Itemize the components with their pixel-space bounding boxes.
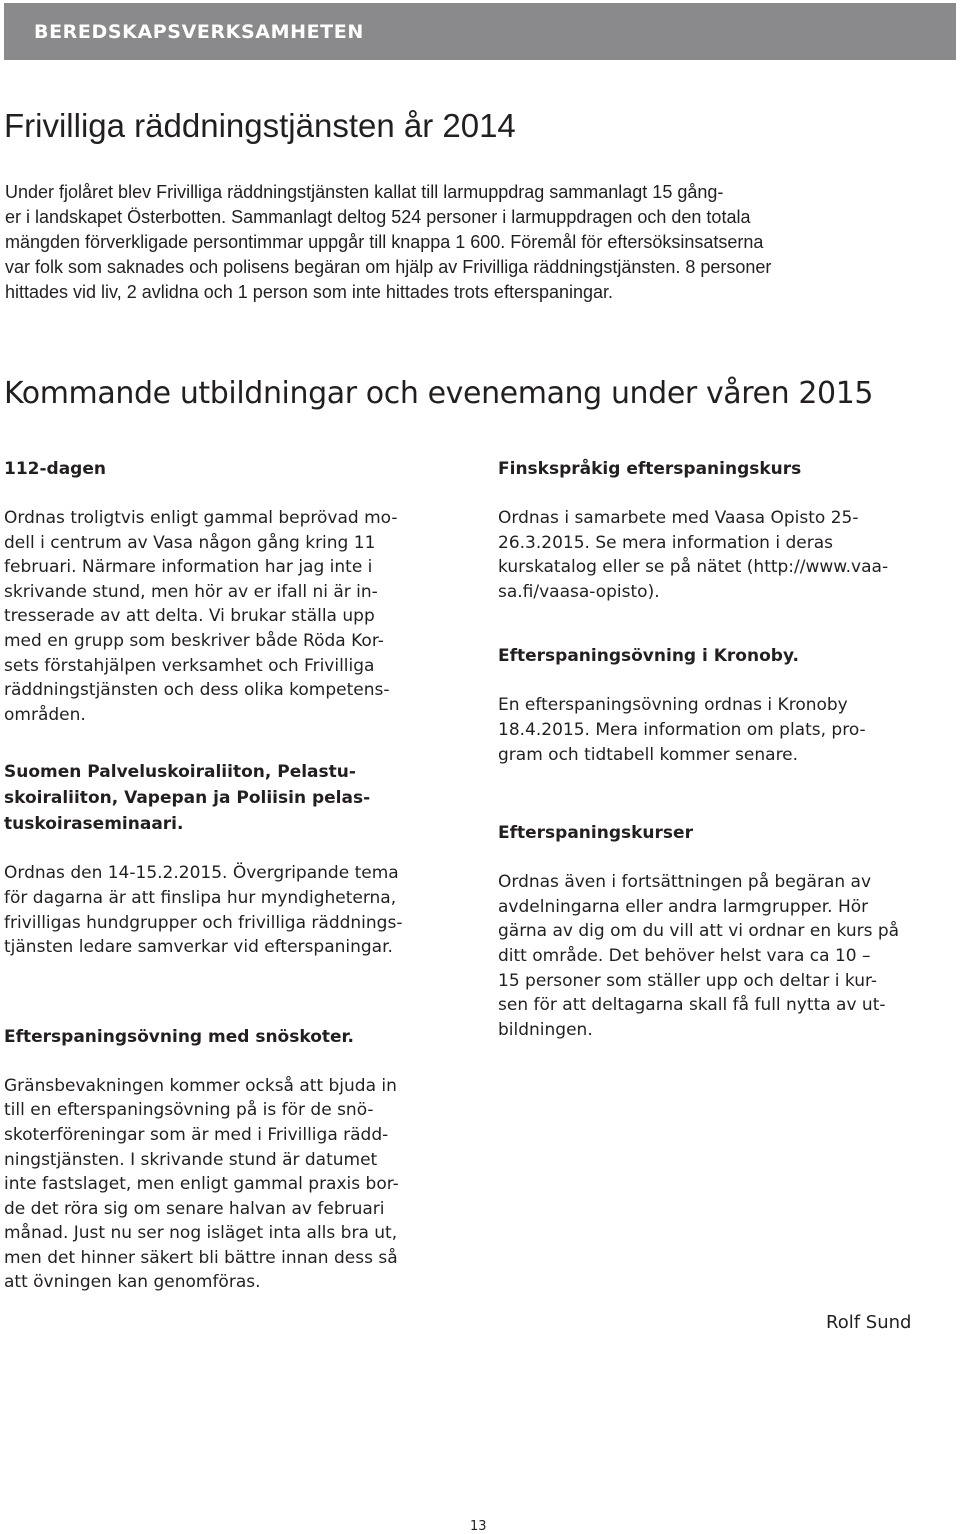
article-title-upcoming-events-2015: Kommande utbildningar och evenemang under våren 2015 <box>4 376 874 411</box>
section-heading-finnish-course: Finskspråkig efterspaningskurs <box>498 459 802 479</box>
body-line: inte fastslaget, men enligt gammal praxis bor- <box>4 1174 399 1195</box>
body-line: Ordnas troligtvis enligt gammal beprövad mo- <box>4 508 398 528</box>
body-line: ningstjänsten. I skrivande stund är datumet <box>4 1149 378 1170</box>
body-line: sets förstahjälpen verksamhet och Frivilliga <box>4 655 375 676</box>
body-line: skrivande stund, men hör av er ifall ni är in- <box>4 581 378 602</box>
section-header-bar <box>4 3 956 60</box>
body-line: att övningen kan genomföras. <box>4 1272 261 1293</box>
heading-line: Suomen Palveluskoiraliiton, Pelastu- <box>4 762 356 783</box>
article-intro-paragraph <box>4 180 956 305</box>
section-body-kronoby-exercise <box>498 693 956 767</box>
body-line: Ordnas även i fortsättningen på begäran av <box>498 872 872 893</box>
intro-line: mängden förverkligade persontimmar uppgår till knappa 1 600. Föremål för eftersöksinsatserna <box>5 232 764 252</box>
body-line: kurskatalog eller se på nätet (http://www.vaa- <box>498 557 889 578</box>
body-line: sa.fi/vaasa-opisto). <box>498 581 660 602</box>
body-line: Ordnas i samarbete med Vaasa Opisto 25- <box>498 508 859 528</box>
body-line: skoterföreningar som är med i Frivilliga rädd- <box>4 1124 389 1145</box>
body-line: 26.3.2015. Se mera information i deras <box>498 532 833 553</box>
body-line: ditt område. Det behöver helst vara ca 10 – <box>498 945 871 966</box>
intro-line: hittades vid liv, 2 avlidna och 1 person som inte hittades trots efterspaningar. <box>5 282 614 302</box>
body-line: frivilligas hundgrupper och frivilliga räddnings- <box>4 912 403 933</box>
body-line: områden. <box>4 704 86 725</box>
heading-line: skoiraliiton, Vapepan ja Poliisin pelas- <box>4 788 371 809</box>
right-column <box>498 456 956 1042</box>
article-title-rescue-service-2014: Frivilliga räddningstjänsten år 2014 <box>4 107 516 144</box>
left-column <box>4 456 474 1295</box>
body-line: Gränsbevakningen kommer också att bjuda in <box>4 1075 397 1096</box>
body-line: 15 personer som ställer upp och deltar i kur- <box>498 970 878 991</box>
section-body-snowmobile-exercise <box>4 1074 474 1295</box>
intro-line: Under fjolåret blev Frivilliga räddningstjänsten kallat till larmuppdrag sammanlagt 15 gång- <box>5 182 724 202</box>
section-heading-search-courses: Efterspaningskurser <box>498 823 693 844</box>
page-number: 13 <box>470 1519 487 1534</box>
body-line: räddningstjänsten och dess olika kompetens- <box>4 680 390 701</box>
body-line: månad. Just nu ser nog isläget inta alls bra ut, <box>4 1223 398 1244</box>
section-body-search-courses <box>498 870 956 1042</box>
intro-line: er i landskapet Österbotten. Sammanlagt deltog 524 personer i larmuppdragen och den totala <box>5 207 751 227</box>
section-label: BEREDSKAPSVERKSAMHETEN <box>34 21 364 43</box>
body-line: gärna av dig om du vill att vi ordnar en kurs på <box>498 921 900 942</box>
body-line: med en grupp som beskriver både Röda Kor- <box>4 630 384 651</box>
body-line: bildningen. <box>498 1019 593 1040</box>
section-heading-kronoby-exercise: Efterspaningsövning i Kronoby. <box>498 646 799 667</box>
body-line: Ordnas den 14-15.2.2015. Övergripande tema <box>4 863 399 884</box>
body-line: 18.4.2015. Mera information om plats, pro- <box>498 719 866 740</box>
body-line: dell i centrum av Vasa någon gång kring 11 <box>4 532 376 553</box>
section-heading-dog-seminar <box>4 759 474 837</box>
section-heading-112-day: 112-dagen <box>4 459 106 479</box>
body-line: men det hinner säkert bli bättre innan dess så <box>4 1247 398 1268</box>
intro-line: var folk som saknades och polisens begäran om hjälp av Frivilliga räddningstjänsten. 8 personer <box>5 257 772 277</box>
body-line: tresserade av att delta. Vi brukar ställa upp <box>4 606 375 627</box>
body-line: sen för att deltagarna skall få full nytta av ut- <box>498 995 886 1016</box>
section-body-112-day <box>4 506 474 727</box>
section-heading-snowmobile-exercise: Efterspaningsövning med snöskoter. <box>4 1026 354 1047</box>
body-line: En efterspaningsövning ordnas i Kronoby <box>498 695 848 716</box>
section-body-dog-seminar <box>4 861 474 959</box>
body-line: de det röra sig om senare halvan av februari <box>4 1198 385 1219</box>
body-line: till en efterspaningsövning på is för de snö- <box>4 1100 374 1121</box>
body-line: tjänsten ledare samverkar vid efterspaningar. <box>4 937 393 958</box>
body-line: avdelningarna eller andra larmgrupper. Hör <box>498 896 869 917</box>
author-signature: Rolf Sund <box>826 1312 912 1333</box>
body-line: gram och tidtabell kommer senare. <box>498 744 799 765</box>
section-body-finnish-course <box>498 506 956 604</box>
body-line: februari. Närmare information har jag inte i <box>4 557 373 578</box>
heading-line: tuskoiraseminaari. <box>4 814 184 835</box>
body-line: för dagarna är att finslipa hur myndigheterna, <box>4 887 397 908</box>
